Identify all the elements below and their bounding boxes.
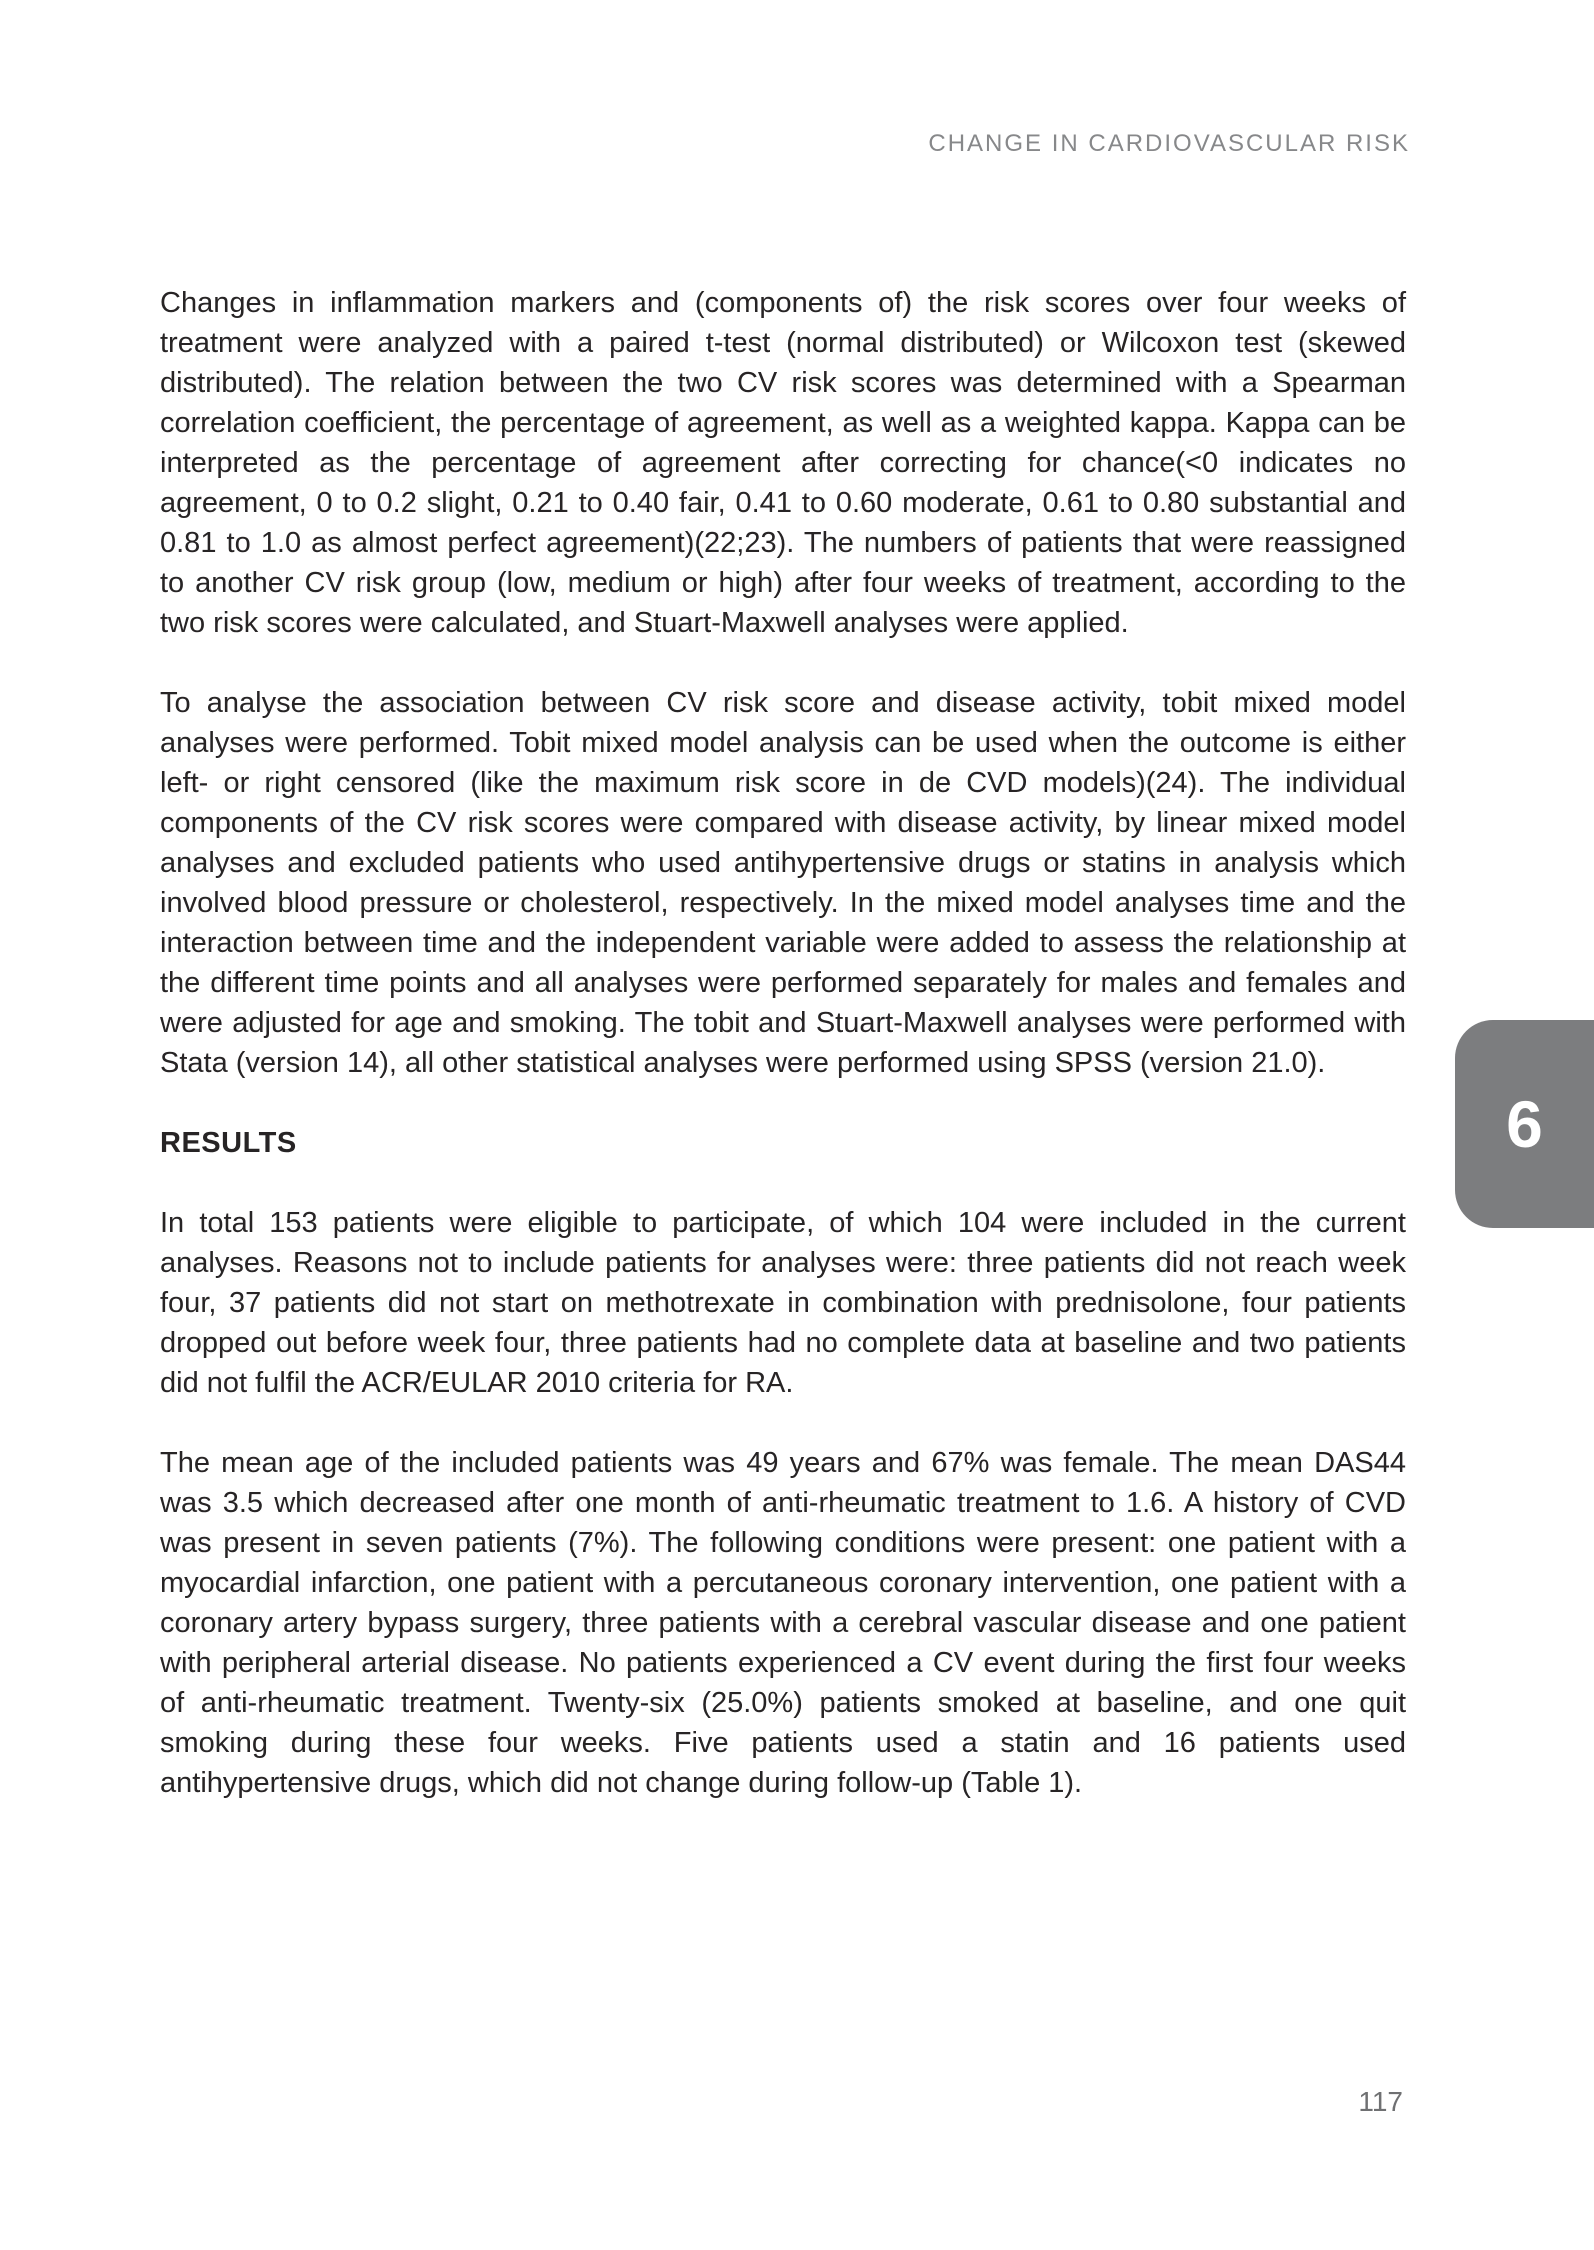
chapter-tab xyxy=(1455,1020,1594,1228)
paragraph-methods-models: To analyse the association between CV risk score and disease activity, tobit mixed model analyses were performed. Tobit mixed model analysis can be used when the outcome is either left- or right censored (like the maximum risk score in de CVD models)(24). The individual components of the CV risk scores were compared with disease activity, by linear mixed model analyses and excluded patients who used antihypertensive drugs or statins in analysis which involved blood pressure or cholesterol, respectively. In the mixed model analyses time and the interaction between time and the independent variable were added to assess the relationship at the different time points and all analyses were performed separately for males and females and were adjusted for age and smoking. The tobit and Stuart-Maxwell analyses were performed with Stata (version 14), all other statistical analyses were performed using SPSS (version 21.0). xyxy=(160,687,1406,1079)
paragraph-results-inclusion: In total 153 patients were eligible to participate, of which 104 were included in the current analyses. Reasons not to include patients for analyses were: three patients did not reach week four, 37 patients did not start on methotrexate in combination with prednisolone, four patients dropped out before week four, three patients had no complete data at baseline and two patients did not fulfil the ACR/EULAR 2010 criteria for RA. xyxy=(160,1207,1406,1399)
results-section-heading: RESULTS xyxy=(160,1127,297,1159)
page-content xyxy=(160,283,1406,1843)
running-header-title: CHANGE IN CARDIOVASCULAR RISK xyxy=(928,130,1410,157)
paragraph-methods-analysis: Changes in inflammation markers and (components of) the risk scores over four weeks of treatment were analyzed with a paired t-test (normal distributed) or Wilcoxon test (skewed distributed). The relation between the two CV risk scores was determined with a Spearman correlation coefficient, the percentage of agreement, as well as a weighted kappa. Kappa can be interpreted as the percentage of agreement after correcting for chance(<0 indicates no agreement, 0 to 0.2 slight, 0.21 to 0.40 fair, 0.41 to 0.60 moderate, 0.61 to 0.80 substantial and 0.81 to 1.0 as almost perfect agreement)(22;23). The numbers of patients that were reassigned to another CV risk group (low, medium or high) after four weeks of treatment, according to the two risk scores were calculated, and Stuart-Maxwell analyses were applied. xyxy=(160,287,1406,639)
page-number: 117 xyxy=(1358,2086,1403,2117)
paragraph-results-baseline: The mean age of the included patients was 49 years and 67% was female. The mean DAS44 was 3.5 which decreased after one month of anti-rheumatic treatment to 1.6. A history of CVD was present in seven patients (7%). The following conditions were present: one patient with a myocardial infarction, one patient with a percutaneous coronary intervention, one patient with a coronary artery bypass surgery, three patients with a cerebral vascular disease and one patient with peripheral arterial disease. No patients experienced a CV event during the first four weeks of anti-rheumatic treatment. Twenty-six (25.0%) patients smoked at baseline, and one quit smoking during these four weeks. Five patients used a statin and 16 patients used antihypertensive drugs, which did not change during follow-up (Table 1). xyxy=(160,1447,1406,1799)
chapter-number: 6 xyxy=(1506,1087,1543,1161)
